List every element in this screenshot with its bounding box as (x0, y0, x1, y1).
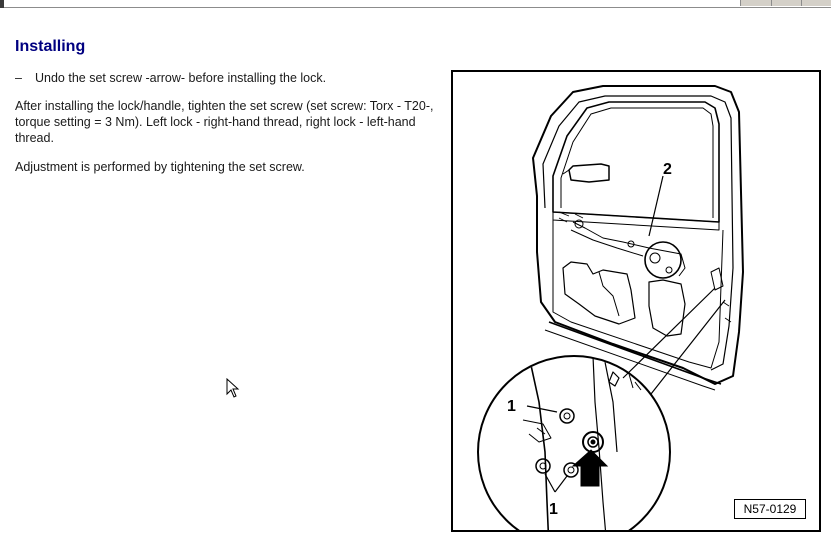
window-frame-inner (561, 108, 713, 218)
callout-2: 2 (663, 161, 672, 178)
set-screw (583, 432, 603, 452)
callout-1-leader-top (527, 406, 557, 412)
paragraph-adjustment: Adjustment is performed by tightening the set screw. (15, 160, 305, 174)
screw-bottom-left (536, 459, 550, 473)
detail-zoom-circle (478, 356, 670, 530)
window-top-edge (0, 0, 831, 8)
lock-rod (573, 222, 649, 248)
callout-1-top: 1 (507, 398, 516, 415)
mirror (569, 164, 609, 182)
screw-top (560, 409, 574, 423)
door-drawing (453, 72, 819, 530)
detail-door-edge (529, 356, 549, 530)
panel-cutout-small (599, 272, 619, 316)
figure-code-label: N57-0129 (734, 499, 806, 519)
panel-cutout-mid (649, 280, 685, 336)
zoom-leader-upper (623, 288, 715, 378)
door-panel-top (553, 212, 719, 230)
instruction-step (15, 70, 445, 86)
door-panel-body (553, 220, 723, 368)
step-bullet: – (15, 71, 22, 85)
window-edge-marker (0, 0, 4, 8)
panel-cutout-left (563, 262, 635, 324)
door-lock-illustration (451, 70, 821, 532)
section-heading: Installing (15, 38, 86, 55)
window-controls[interactable] (740, 0, 831, 6)
callout-1-bottom: 1 (549, 501, 558, 518)
mouse-pointer-icon (226, 378, 240, 400)
door-outline (533, 86, 743, 384)
door-bottom-sill (545, 330, 715, 390)
window-opening (553, 102, 719, 222)
callout-1-leader-bottom-b (555, 476, 567, 492)
step-text: Undo the set screw -arrow- before installing the lock. (35, 71, 327, 85)
paragraph-tightening: After installing the lock/handle, tighten the set screw (set screw: Torx - T20-, torque setting = 3 Nm). Left lock - right-hand thread, right lock - left-hand thread. (15, 99, 434, 145)
door-bottom-edge (549, 322, 721, 384)
